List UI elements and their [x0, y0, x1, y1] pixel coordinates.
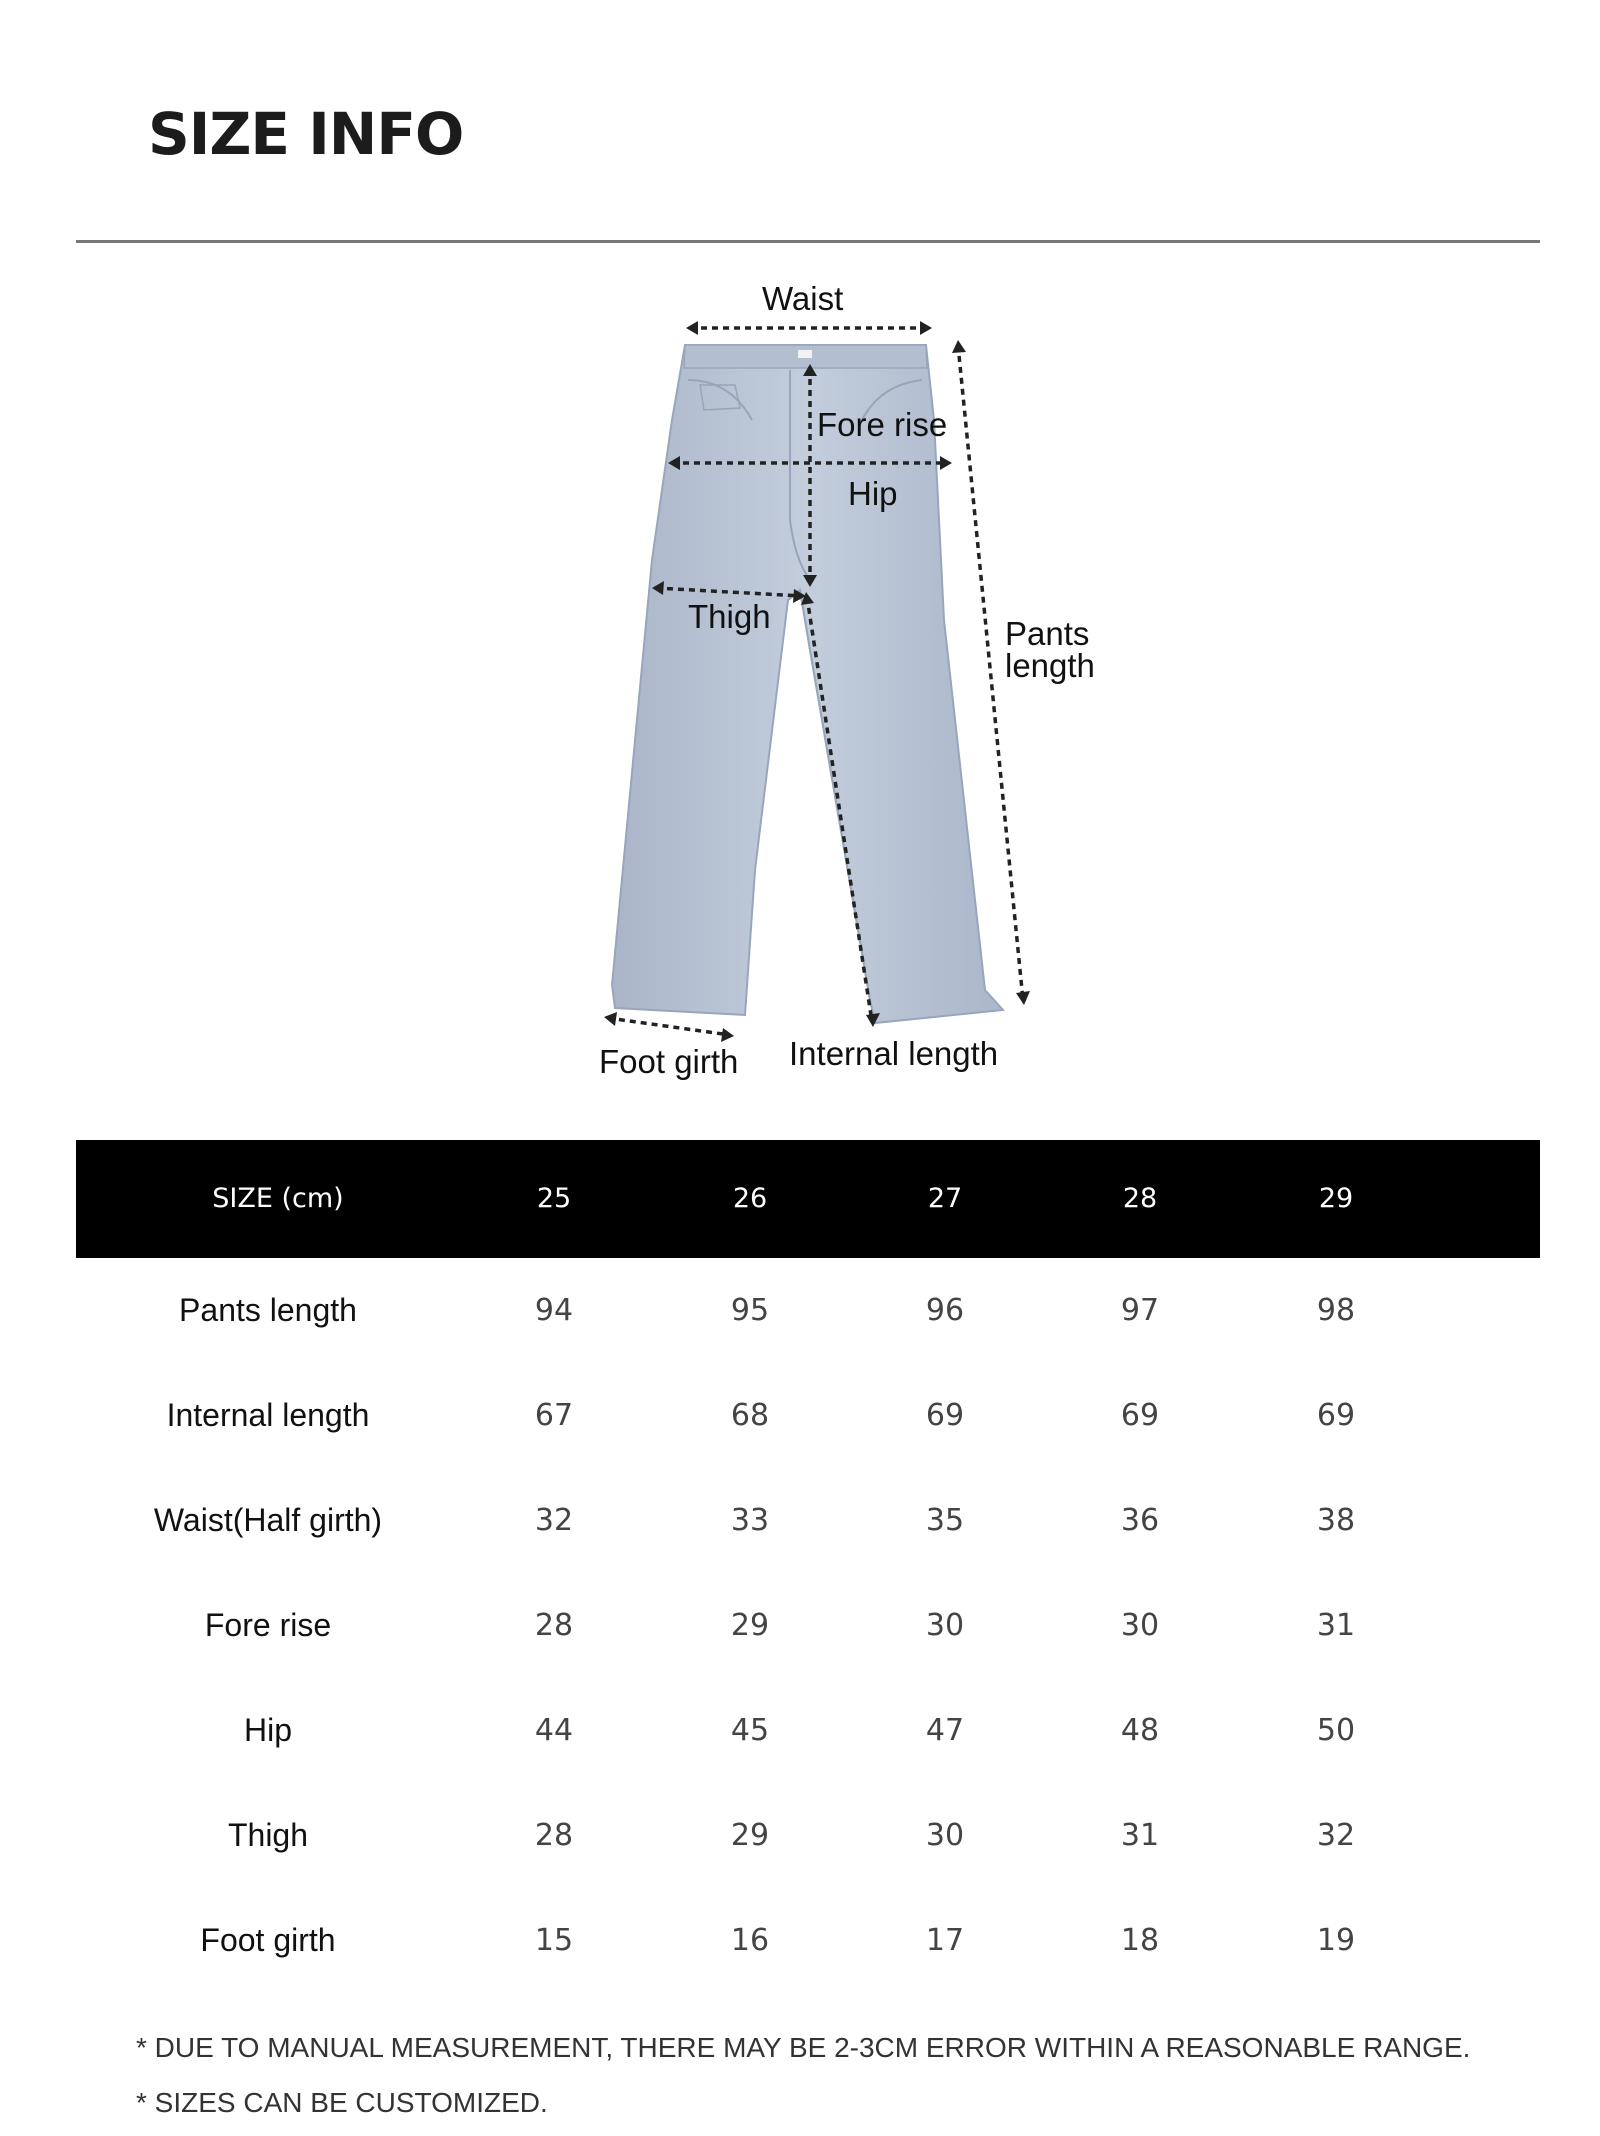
row-label: Waist(Half girth) [153, 1502, 383, 1538]
hip-arrow-head-right [940, 456, 952, 470]
table-cell: 96 [925, 1293, 965, 1328]
table-cell: 38 [1316, 1503, 1356, 1538]
table-cell: 17 [925, 1923, 965, 1958]
table-cell: 31 [1316, 1608, 1356, 1643]
table-cell: 67 [534, 1398, 574, 1433]
header-size-25: 25 [536, 1183, 572, 1214]
table-row [76, 1678, 1540, 1783]
pants-length-arrow-head-top [952, 340, 966, 353]
table-cell: 19 [1316, 1923, 1356, 1958]
row-label: Pants length [179, 1292, 357, 1328]
pants-length-arrow-head-bottom [1016, 991, 1030, 1005]
table-cell: 29 [730, 1608, 770, 1643]
pants-length-label-line2: length [1005, 647, 1095, 684]
header-size-27: 27 [927, 1183, 963, 1214]
header-size-26: 26 [732, 1183, 768, 1214]
table-cell: 32 [1316, 1818, 1356, 1853]
table-cell: 30 [1120, 1608, 1160, 1643]
table-cell: 50 [1316, 1713, 1356, 1748]
table-cell: 32 [534, 1503, 574, 1538]
table-row [76, 1363, 1540, 1468]
fore-rise-label: Fore rise [817, 406, 948, 443]
row-label: Internal length [166, 1397, 370, 1433]
table-cell: 95 [730, 1293, 770, 1328]
table-row [76, 1888, 1540, 1993]
row-label: Foot girth [200, 1922, 336, 1958]
foot-girth-arrow [608, 1018, 730, 1035]
table-cell: 69 [1120, 1398, 1160, 1433]
waist-arrow-head-right [920, 321, 932, 335]
hip-label: Hip [848, 475, 898, 512]
customization-note: * SIZES CAN BE CUSTOMIZED. [136, 2087, 548, 2118]
table-cell: 31 [1120, 1818, 1160, 1853]
table-cell: 36 [1120, 1503, 1160, 1538]
table-cell: 33 [730, 1503, 770, 1538]
header-size-label: SIZE (cm) [212, 1183, 344, 1214]
table-cell: 48 [1120, 1713, 1160, 1748]
table-cell: 29 [730, 1818, 770, 1853]
table-cell: 44 [534, 1713, 574, 1748]
table-cell: 28 [534, 1818, 574, 1853]
thigh-label: Thigh [688, 598, 771, 635]
measurement-note: * DUE TO MANUAL MEASUREMENT, THERE MAY BE 2-3CM ERROR WITHIN A REASONABLE RANGE. [136, 2032, 1471, 2063]
table-cell: 15 [534, 1923, 574, 1958]
pants-shape [612, 345, 1003, 1023]
row-label: Thigh [227, 1817, 309, 1853]
header-size-28: 28 [1122, 1183, 1158, 1214]
row-label: Hip [243, 1712, 293, 1748]
foot-girth-arrow-head-left [604, 1012, 617, 1026]
table-cell: 69 [925, 1398, 965, 1433]
label-patch [798, 350, 812, 358]
table-cell: 18 [1120, 1923, 1160, 1958]
header-size-29: 29 [1318, 1183, 1354, 1214]
table-row [76, 1783, 1540, 1888]
table-cell: 30 [925, 1608, 965, 1643]
waist-label: Waist [762, 280, 844, 317]
table-cell: 30 [925, 1818, 965, 1853]
table-row [76, 1468, 1540, 1573]
table-row [76, 1573, 1540, 1678]
pants-length-label-line1: Pants [1005, 615, 1090, 652]
table-cell: 69 [1316, 1398, 1356, 1433]
row-label: Fore rise [204, 1607, 332, 1643]
table-cell: 28 [534, 1608, 574, 1643]
table-header [76, 1140, 1540, 1258]
internal-length-label: Internal length [789, 1035, 999, 1072]
foot-girth-arrow-head-right [721, 1028, 734, 1042]
table-cell: 16 [730, 1923, 770, 1958]
page-title: SIZE INFO [148, 100, 464, 168]
table-cell: 94 [534, 1293, 574, 1328]
table-cell: 68 [730, 1398, 770, 1433]
size-table [76, 1140, 1540, 1993]
table-cell: 97 [1120, 1293, 1160, 1328]
table-cell: 35 [925, 1503, 965, 1538]
foot-girth-label: Foot girth [599, 1043, 739, 1080]
table-cell: 47 [925, 1713, 965, 1748]
waist-arrow-head-left [686, 321, 698, 335]
table-cell: 45 [730, 1713, 770, 1748]
table-row [76, 1258, 1540, 1363]
table-cell: 98 [1316, 1293, 1356, 1328]
